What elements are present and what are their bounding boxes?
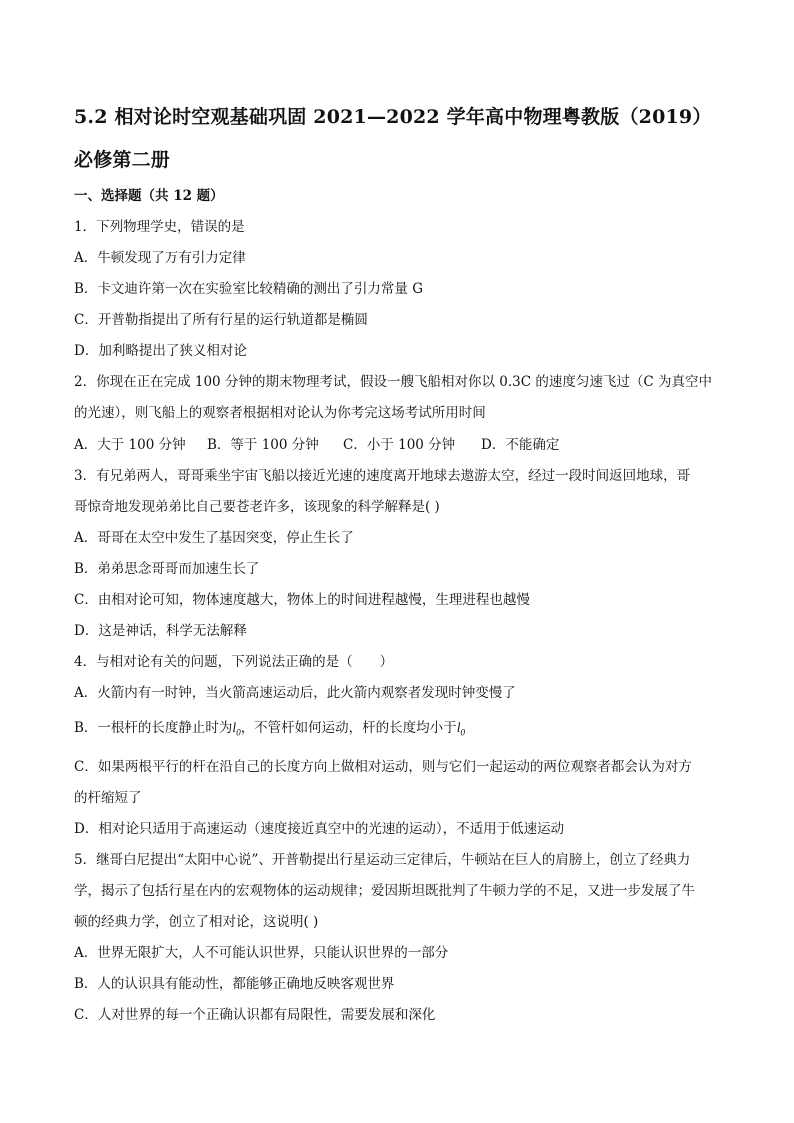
document-title-line-1: 5.2 相对论时空观基础巩固 2021—2022 学年高中物理粤教版（2019） bbox=[74, 106, 712, 128]
question-4-option-c-line-1: C．如果两根平行的杆在沿自己的长度方向上做相对运动，则与它们一起运动的两位观察者都会认为对方 bbox=[74, 759, 692, 775]
question-5-stem-line-3: 顿的经典力学，创立了相对论，这说明( ) bbox=[74, 914, 319, 930]
rest-length-letter: l bbox=[232, 720, 237, 735]
question-2-option-d: D．不能确定 bbox=[481, 437, 560, 453]
question-5-option-b: B．人的认识具有能动性，都能够正确地反映客观世界 bbox=[74, 976, 395, 992]
section-heading: 一、选择题（共 12 题） bbox=[74, 188, 224, 204]
question-3-option-a: A．哥哥在太空中发生了基因突变，停止生长了 bbox=[74, 530, 354, 546]
rest-length-symbol-2 bbox=[456, 720, 465, 738]
question-1-stem: 1．下列物理学史，错误的是 bbox=[74, 219, 245, 235]
question-1-option-a: A．牛顿发现了万有引力定律 bbox=[74, 250, 246, 266]
question-4-option-b-text-2: ，不管杆如何运动，杆的长度均小于 bbox=[240, 720, 457, 736]
rest-length-letter-2: l bbox=[456, 720, 461, 735]
question-1-option-d: D．加利略提出了狭义相对论 bbox=[74, 343, 247, 359]
rest-length-subscript: 0 bbox=[236, 727, 241, 738]
question-3-option-c: C．由相对论可知，物体速度越大，物体上的时间进程越慢，生理进程也越慢 bbox=[74, 592, 530, 608]
question-4-option-a: A．火箭内有一时钟，当火箭高速运动后，此火箭内观察者发现时钟变慢了 bbox=[74, 685, 516, 701]
question-3-stem-line-1: 3．有兄弟两人，哥哥乘坐宇宙飞船以接近光速的速度离开地球去遨游太空，经过一段时间返回地球，哥 bbox=[74, 468, 691, 484]
question-5-stem-line-2: 学，揭示了包括行星在内的宏观物体的运动规律；爱因斯坦既批判了牛顿力学的不足，又进一步发展了牛 bbox=[74, 883, 695, 899]
question-3-option-b: B．弟弟思念哥哥而加速生长了 bbox=[74, 561, 260, 577]
question-2-option-c: C．小于 100 分钟 bbox=[343, 437, 456, 453]
question-5-stem-line-1: 5．继哥白尼提出“太阳中心说”、开普勒提出行星运动三定律后，牛顿站在巨人的肩膀上，创立了经典力 bbox=[74, 852, 691, 868]
question-3-option-d: D．这是神话，科学无法解释 bbox=[74, 623, 247, 639]
question-4-option-c-line-2: 的杆缩短了 bbox=[74, 790, 142, 806]
question-1-option-c: C．开普勒指提出了所有行星的运行轨道都是椭圆 bbox=[74, 312, 368, 328]
question-4-option-b-text-1: B．一根杆的长度静止时为 bbox=[74, 720, 233, 736]
question-4-stem: 4．与相对论有关的问题，下列说法正确的是（ ） bbox=[74, 654, 394, 670]
question-3-stem-line-2: 哥惊奇地发现弟弟比自己要苍老许多，该现象的科学解释是( ) bbox=[74, 499, 440, 515]
question-2-stem-line-2: 的光速），则飞船上的观察者根据相对论认为你考完这场考试所用时间 bbox=[74, 405, 486, 421]
question-2-stem-line-1: 2．你现在正在完成 100 分钟的期末物理考试，假设一艘飞船相对你以 0.3C 的速度匀速飞过（C 为真空中 bbox=[74, 374, 712, 390]
document-title-line-2: 必修第二册 bbox=[74, 149, 171, 171]
rest-length-subscript-2: 0 bbox=[460, 727, 465, 738]
question-2-option-b: B．等于 100 分钟 bbox=[207, 437, 319, 453]
question-4-option-b bbox=[74, 719, 465, 742]
question-1-option-b: B．卡文迪许第一次在实验室比较精确的测出了引力常量 G bbox=[74, 281, 423, 297]
question-4-option-d: D．相对论只适用于高速运动（速度接近真空中的光速的运动），不适用于低速运动 bbox=[74, 821, 565, 837]
rest-length-symbol bbox=[232, 720, 241, 738]
question-5-option-c: C．人对世界的每一个正确认识都有局限性，需要发展和深化 bbox=[74, 1007, 436, 1023]
question-2-options bbox=[74, 436, 559, 454]
question-5-option-a: A．世界无限扩大，人不可能认识世界，只能认识世界的一部分 bbox=[74, 945, 449, 961]
question-2-option-a: A．大于 100 分钟 bbox=[74, 437, 186, 453]
